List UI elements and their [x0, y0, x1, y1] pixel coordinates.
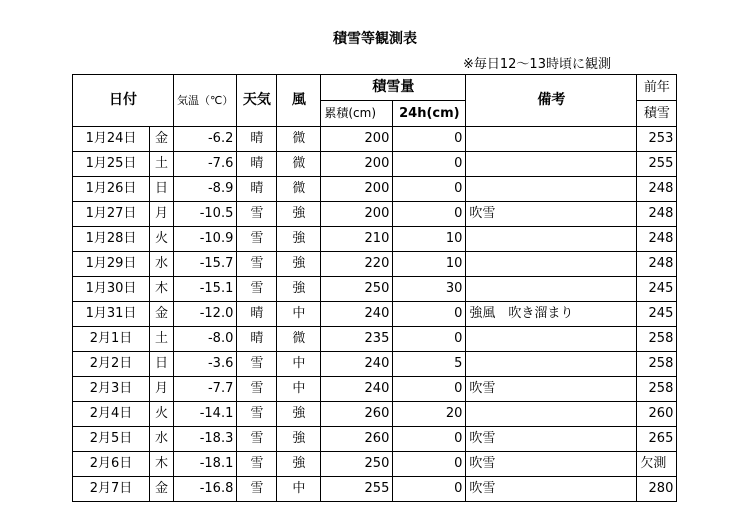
weekday-cell: 日: [150, 352, 174, 377]
prev-year-cell: 258: [637, 327, 677, 352]
temperature-cell: -7.7: [174, 377, 237, 402]
weather-cell: 雪: [237, 402, 277, 427]
cumulative-cell: 250: [321, 452, 393, 477]
weather-cell: 雪: [237, 477, 277, 502]
cumulative-cell: 200: [321, 202, 393, 227]
date-cell: 1月26日: [73, 177, 150, 202]
prev-year-cell: 248: [637, 202, 677, 227]
weather-cell: 晴: [237, 327, 277, 352]
header-weather: 天気: [237, 75, 277, 127]
weekday-cell: 火: [150, 227, 174, 252]
table-row: [73, 427, 677, 452]
weather-cell: 雪: [237, 427, 277, 452]
prev-year-cell: 265: [637, 427, 677, 452]
temperature-cell: -6.2: [174, 127, 237, 152]
snow-24h-cell: 0: [393, 302, 466, 327]
snow-24h-cell: 0: [393, 427, 466, 452]
wind-cell: 中: [277, 377, 321, 402]
wind-cell: 微: [277, 152, 321, 177]
remarks-cell: 強風 吹き溜まり: [466, 302, 637, 327]
weather-cell: 晴: [237, 302, 277, 327]
prev-year-cell: 245: [637, 302, 677, 327]
table-row: [73, 277, 677, 302]
snow-24h-cell: 5: [393, 352, 466, 377]
snow-24h-cell: 0: [393, 477, 466, 502]
remarks-cell: [466, 252, 637, 277]
prev-year-cell: 255: [637, 152, 677, 177]
weekday-cell: 金: [150, 302, 174, 327]
table-row: [73, 327, 677, 352]
date-cell: 2月3日: [73, 377, 150, 402]
wind-cell: 中: [277, 477, 321, 502]
prev-year-cell: 253: [637, 127, 677, 152]
snow-24h-cell: 10: [393, 227, 466, 252]
weather-cell: 晴: [237, 152, 277, 177]
prev-year-cell: 258: [637, 377, 677, 402]
table-row: [73, 402, 677, 427]
wind-cell: 中: [277, 352, 321, 377]
weather-cell: 晴: [237, 127, 277, 152]
header-cumulative: 累積(cm): [321, 101, 393, 127]
weekday-cell: 木: [150, 277, 174, 302]
weekday-cell: 土: [150, 327, 174, 352]
snow-24h-cell: 0: [393, 327, 466, 352]
date-cell: 2月2日: [73, 352, 150, 377]
snow-24h-cell: 0: [393, 177, 466, 202]
weather-cell: 晴: [237, 177, 277, 202]
remarks-cell: [466, 352, 637, 377]
wind-cell: 強: [277, 202, 321, 227]
prev-year-cell: 245: [637, 277, 677, 302]
observation-note: ※毎日12～13時頃に観測: [463, 57, 611, 72]
date-cell: 1月24日: [73, 127, 150, 152]
cumulative-cell: 240: [321, 377, 393, 402]
weekday-cell: 金: [150, 477, 174, 502]
date-cell: 1月25日: [73, 152, 150, 177]
temperature-cell: -8.0: [174, 327, 237, 352]
header-date: 日付: [73, 75, 174, 127]
cumulative-cell: 240: [321, 352, 393, 377]
temperature-cell: -15.7: [174, 252, 237, 277]
temperature-cell: -15.1: [174, 277, 237, 302]
cumulative-cell: 255: [321, 477, 393, 502]
weather-cell: 雪: [237, 252, 277, 277]
weather-cell: 雪: [237, 227, 277, 252]
header-remarks: 備考: [466, 75, 637, 127]
weekday-cell: 木: [150, 452, 174, 477]
cumulative-cell: 200: [321, 127, 393, 152]
prev-year-cell: 248: [637, 252, 677, 277]
temperature-cell: -18.1: [174, 452, 237, 477]
cumulative-cell: 220: [321, 252, 393, 277]
cumulative-cell: 260: [321, 402, 393, 427]
remarks-cell: [466, 327, 637, 352]
weekday-cell: 月: [150, 377, 174, 402]
date-cell: 2月6日: [73, 452, 150, 477]
weekday-cell: 月: [150, 202, 174, 227]
snow-24h-cell: 20: [393, 402, 466, 427]
table-row: [73, 152, 677, 177]
table-row: [73, 202, 677, 227]
table-row: [73, 227, 677, 252]
date-cell: 1月29日: [73, 252, 150, 277]
prev-year-cell: 248: [637, 177, 677, 202]
prev-year-cell: 280: [637, 477, 677, 502]
wind-cell: 中: [277, 302, 321, 327]
snow-24h-cell: 30: [393, 277, 466, 302]
table-body: [73, 127, 677, 502]
weekday-cell: 土: [150, 152, 174, 177]
wind-cell: 強: [277, 402, 321, 427]
remarks-cell: [466, 277, 637, 302]
date-cell: 1月27日: [73, 202, 150, 227]
remarks-cell: 吹雪: [466, 202, 637, 227]
weather-cell: 雪: [237, 377, 277, 402]
wind-cell: 強: [277, 252, 321, 277]
header-temperature: 気温（℃）: [174, 75, 237, 127]
date-cell: 2月7日: [73, 477, 150, 502]
cumulative-cell: 200: [321, 152, 393, 177]
table-row: [73, 352, 677, 377]
remarks-cell: 吹雪: [466, 477, 637, 502]
cumulative-cell: 210: [321, 227, 393, 252]
header-prev-year-2: 積雪: [637, 101, 677, 127]
weekday-cell: 火: [150, 402, 174, 427]
table-row: [73, 302, 677, 327]
remarks-cell: [466, 152, 637, 177]
prev-year-cell: 248: [637, 227, 677, 252]
wind-cell: 微: [277, 177, 321, 202]
table-title: 積雪等観測表: [333, 31, 417, 47]
wind-cell: 強: [277, 427, 321, 452]
weekday-cell: 金: [150, 127, 174, 152]
date-cell: 2月1日: [73, 327, 150, 352]
table-row: [73, 452, 677, 477]
remarks-cell: [466, 402, 637, 427]
header-row-1: [73, 75, 677, 101]
remarks-cell: 吹雪: [466, 427, 637, 452]
table-row: [73, 177, 677, 202]
remarks-cell: [466, 227, 637, 252]
snow-24h-cell: 0: [393, 127, 466, 152]
cumulative-cell: 260: [321, 427, 393, 452]
snow-observation-table: [72, 74, 677, 502]
wind-cell: 強: [277, 277, 321, 302]
date-cell: 1月30日: [73, 277, 150, 302]
weather-cell: 雪: [237, 352, 277, 377]
header-24h: 24h(cm): [393, 101, 466, 127]
table-row: [73, 477, 677, 502]
wind-cell: 微: [277, 327, 321, 352]
temperature-cell: -14.1: [174, 402, 237, 427]
table-row: [73, 377, 677, 402]
snow-24h-cell: 10: [393, 252, 466, 277]
temperature-cell: -10.9: [174, 227, 237, 252]
weekday-cell: 水: [150, 252, 174, 277]
header-snow-amount: 積雪量: [321, 75, 466, 101]
header-prev-year-1: 前年: [637, 75, 677, 101]
remarks-cell: [466, 127, 637, 152]
date-cell: 2月5日: [73, 427, 150, 452]
prev-year-cell: 260: [637, 402, 677, 427]
temperature-cell: -12.0: [174, 302, 237, 327]
weather-cell: 雪: [237, 452, 277, 477]
date-cell: 1月28日: [73, 227, 150, 252]
table-row: [73, 127, 677, 152]
wind-cell: 強: [277, 452, 321, 477]
temperature-cell: -7.6: [174, 152, 237, 177]
date-cell: 1月31日: [73, 302, 150, 327]
snow-24h-cell: 0: [393, 377, 466, 402]
date-cell: 2月4日: [73, 402, 150, 427]
remarks-cell: 吹雪: [466, 452, 637, 477]
weekday-cell: 水: [150, 427, 174, 452]
temperature-cell: -16.8: [174, 477, 237, 502]
temperature-cell: -18.3: [174, 427, 237, 452]
cumulative-cell: 200: [321, 177, 393, 202]
temperature-cell: -8.9: [174, 177, 237, 202]
wind-cell: 微: [277, 127, 321, 152]
weekday-cell: 日: [150, 177, 174, 202]
cumulative-cell: 235: [321, 327, 393, 352]
cumulative-cell: 250: [321, 277, 393, 302]
snow-24h-cell: 0: [393, 202, 466, 227]
prev-year-cell: 欠測: [637, 452, 677, 477]
wind-cell: 強: [277, 227, 321, 252]
remarks-cell: [466, 177, 637, 202]
temperature-cell: -10.5: [174, 202, 237, 227]
remarks-cell: 吹雪: [466, 377, 637, 402]
weather-cell: 雪: [237, 202, 277, 227]
cumulative-cell: 240: [321, 302, 393, 327]
table-row: [73, 252, 677, 277]
temperature-cell: -3.6: [174, 352, 237, 377]
weather-cell: 雪: [237, 277, 277, 302]
prev-year-cell: 258: [637, 352, 677, 377]
header-wind: 風: [277, 75, 321, 127]
snow-24h-cell: 0: [393, 152, 466, 177]
snow-24h-cell: 0: [393, 452, 466, 477]
